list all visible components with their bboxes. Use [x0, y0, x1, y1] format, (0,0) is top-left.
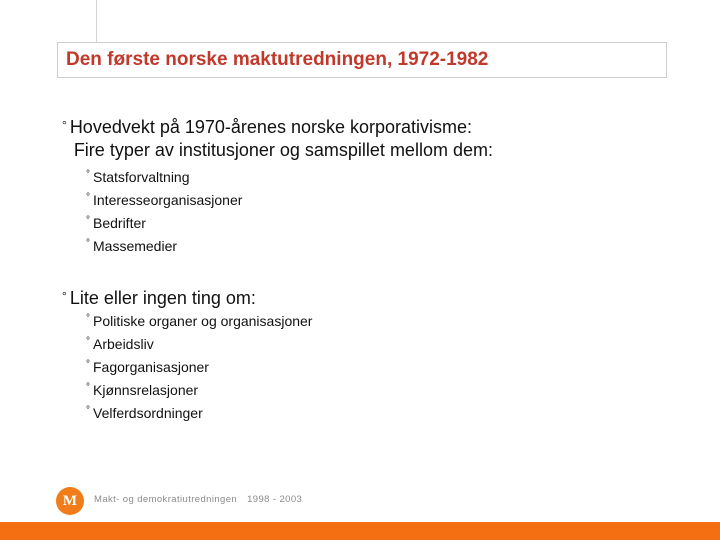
section2-heading: Lite eller ingen ting om:	[69, 288, 256, 308]
section1-heading	[70, 116, 493, 162]
bullet-marker: °	[86, 169, 90, 180]
footer-text	[94, 494, 302, 505]
title-box	[57, 42, 667, 78]
logo-icon	[56, 487, 84, 515]
list-item: Massemedier	[93, 238, 178, 254]
bullet-marker: °	[86, 192, 90, 203]
list-item: Kjønnsrelasjoner	[93, 382, 199, 398]
list-item: Bedrifter	[93, 215, 146, 231]
bullet-level2	[86, 166, 702, 189]
bullet-level2	[86, 333, 702, 356]
bullet-level2	[86, 189, 702, 212]
bullet-marker: °	[62, 118, 67, 132]
bullet-marker: °	[86, 405, 90, 416]
section-little-or-nothing	[62, 287, 702, 425]
slide-title: Den første norske maktutredningen, 1972-1982	[66, 49, 489, 70]
list-item: Interesseorganisasjoner	[93, 192, 243, 208]
bullet-level2	[86, 212, 702, 235]
list-item: Arbeidsliv	[93, 336, 154, 352]
list-item: Statsforvaltning	[93, 169, 190, 185]
footer-years: 1998 - 2003	[247, 494, 303, 505]
bullet-marker: °	[62, 289, 67, 303]
bullet-marker: °	[86, 215, 90, 226]
bullet-marker: °	[86, 313, 90, 324]
bullet-level2	[86, 379, 702, 402]
bullet-level2	[86, 402, 702, 425]
bullet-level1	[62, 116, 702, 162]
section-main-focus	[62, 116, 702, 258]
section1-heading-line2: Fire typer av institusjoner og samspillet mellom dem:	[73, 140, 493, 160]
bullet-level2	[86, 310, 702, 333]
decorative-vertical-line	[96, 0, 97, 42]
footer-name: Makt- og demokratiutredningen	[94, 494, 238, 505]
bullet-level2	[86, 356, 702, 379]
list-item: Velferdsordninger	[93, 405, 203, 421]
bullet-marker: °	[86, 238, 90, 249]
slide-content	[62, 116, 702, 425]
bullet-marker: °	[86, 359, 90, 370]
logo-letter: M	[62, 492, 78, 509]
bullet-level2	[86, 235, 702, 258]
bullet-level1	[62, 287, 702, 310]
list-item: Politiske organer og organisasjoner	[93, 313, 313, 329]
bullet-marker: °	[86, 336, 90, 347]
list-item: Fagorganisasjoner	[93, 359, 209, 375]
bullet-marker: °	[86, 382, 90, 393]
section1-heading-line1: Hovedvekt på 1970-årenes norske korporativisme:	[69, 117, 473, 137]
bottom-accent-bar	[0, 522, 720, 540]
